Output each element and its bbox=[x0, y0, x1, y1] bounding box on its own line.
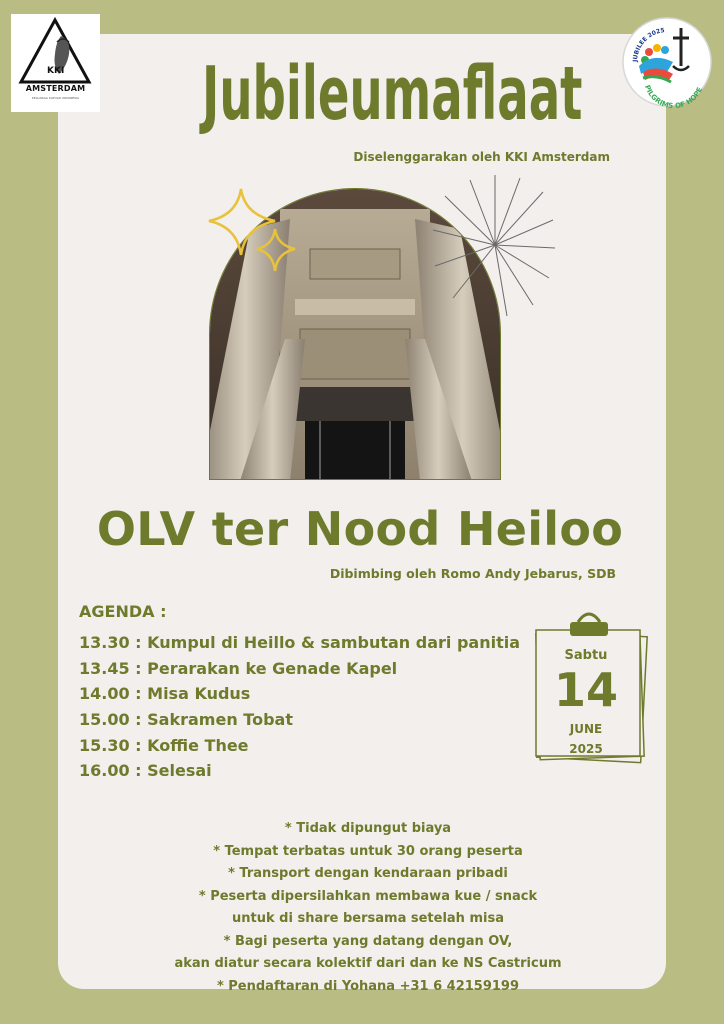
note-line: * Bagi peserta yang datang dengan OV, bbox=[223, 933, 513, 949]
calendar-day: Sabtu bbox=[564, 648, 608, 663]
note-line: * Peserta dipersilahkan membawa kue / snack bbox=[198, 888, 538, 904]
calendar-month: JUNE bbox=[569, 722, 603, 736]
kki-initials: KKI bbox=[47, 66, 65, 76]
organizer-text: Diselenggarakan oleh KKI Amsterdam bbox=[353, 150, 610, 164]
event-guide: Dibimbing oleh Romo Andy Jebarus, SDB bbox=[329, 566, 616, 581]
note-line: * Transport dengan kendaraan pribadi bbox=[228, 866, 508, 881]
notes-list bbox=[100, 818, 636, 998]
svg-text:JUBILEE 2025 bbox=[632, 27, 665, 63]
agenda-item: 13.30 : Kumpul di Heillo & sambutan dari panitia bbox=[79, 633, 521, 652]
page-title: Jubileumaflaat bbox=[201, 51, 583, 137]
agenda-list bbox=[79, 630, 520, 784]
agenda-title: AGENDA : bbox=[79, 602, 167, 621]
kki-tagline: KELUARGA KATOLIK INDONESIA bbox=[31, 96, 80, 100]
svg-text:PILGRIMS OF HOPE bbox=[643, 84, 704, 108]
agenda-item: 15.00 : Sakramen Tobat bbox=[79, 710, 293, 730]
note-line: akan diatur secara kolektif dari dan ke NS Castricum bbox=[174, 956, 562, 971]
jubilee-2025-logo bbox=[621, 16, 713, 108]
sunburst-rays-icon bbox=[425, 170, 555, 320]
event-location: OLV ter Nood Heiloo bbox=[96, 502, 624, 556]
agenda-item: 15.30 : Koffie Thee bbox=[79, 735, 249, 755]
kki-amsterdam-logo bbox=[11, 14, 100, 112]
agenda-item: 14.00 : Misa Kudus bbox=[79, 684, 251, 704]
calendar-date: 14 bbox=[553, 663, 618, 717]
calendar-year: 2025 bbox=[569, 742, 603, 756]
jubilee-bottom-text: PILGRIMS OF HOPE bbox=[643, 83, 705, 108]
jubilee-top-text: JUBILEE 2025 bbox=[631, 27, 666, 63]
note-line: * Tempat terbatas untuk 30 orang peserta bbox=[213, 843, 523, 859]
agenda-item: 16.00 : Selesai bbox=[79, 761, 212, 781]
sparkle-icon bbox=[205, 185, 305, 275]
agenda-item: 13.45 : Perarakan ke Genade Kapel bbox=[79, 658, 398, 678]
note-line: untuk di share bersama setelah misa bbox=[232, 911, 504, 926]
kki-brand-text: AMSTERDAM bbox=[25, 84, 86, 93]
note-line: * Pendaftaran di Yohana +31 6 42159199 bbox=[216, 978, 520, 994]
note-line: * Tidak dipungut biaya bbox=[284, 821, 452, 836]
